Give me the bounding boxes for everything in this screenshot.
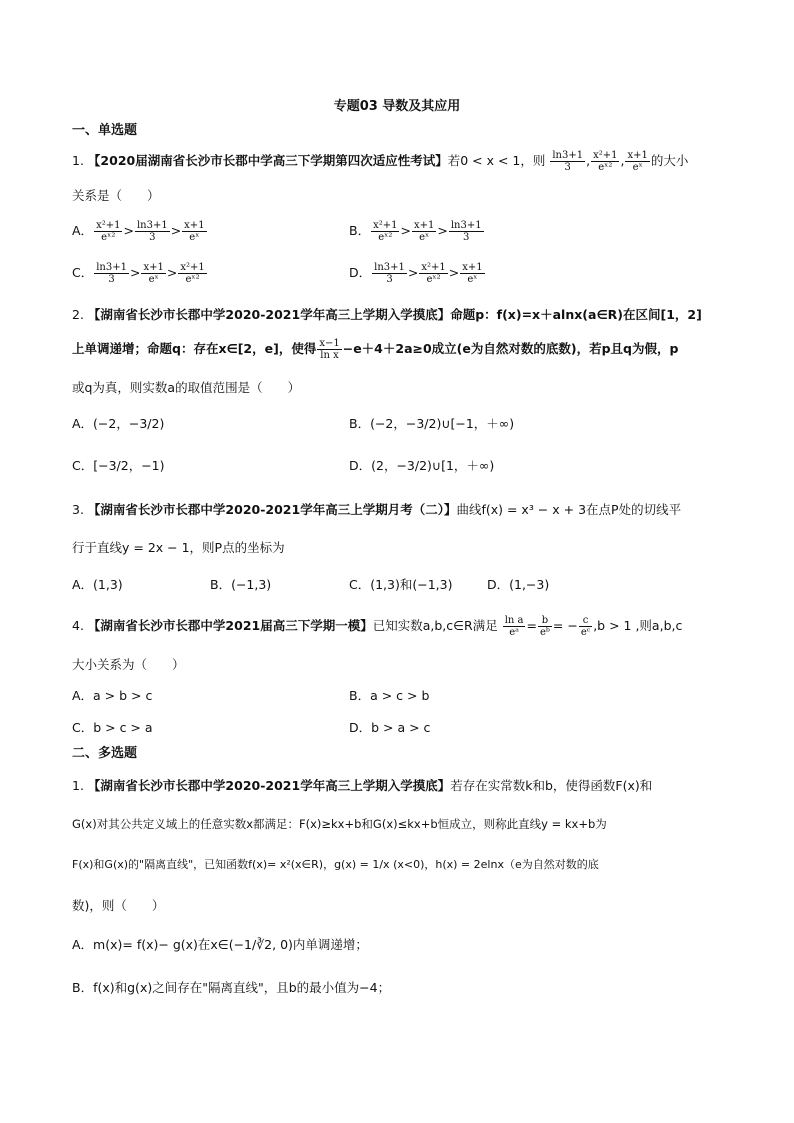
q1-option-d: D． $\frac{\ln 3+1}{3}$ > $\frac{\text{x²+1}}{\text{eˣ²}}$ > $\frac{x+1}{\text{eˣ}}$	[349, 262, 483, 285]
page-title: 专题03 导数及其应用	[333, 99, 461, 114]
q3-line1: 3. 【湖南省长沙市长郡中学2020-2021学年高三上学期月考（二）】曲线f(x) = x³ − x + 3在点P处的切线平	[72, 502, 682, 517]
q4-line1: 4. 【湖南省长沙市长郡中学2021届高三下学期一模】已知实数a,b,c∈R满足 $\frac{\text{ln a}}{\text{eᵃ}}$ = $\frac{b}{\text{eᵇ}}$ = − $\frac{c}{\text{eᶜ}}$ ,b > 1 ,则a,b,c	[72, 615, 683, 638]
q1-line1: 1. 【2020届湖南省长沙市长郡中学高三下学期第四次适应性考试】若0 < x < 1，则 $\frac{\ln 3+1}{3}$ , $\frac{\text{x²+1}}{\text{eˣ²}}$ , $\frac{x+1}{\text{eˣ}}$ 的大小	[72, 150, 689, 173]
q1-option-c: C． $\frac{\ln 3+1}{3}$ > $\frac{x+1}{\text{eˣ}}$ > $\frac{\text{x²+1}}{\text{eˣ²}}$	[72, 262, 205, 285]
q1-text-b: 的大小	[650, 153, 689, 168]
m1-line3: F(x)和G(x)的"隔离直线"，已知函数f(x)= x²(x∈R)，g(x) = 1/x (x<0)，h(x) = 2elnx（e为自然对数的底	[72, 858, 599, 871]
q3-line2: 行于直线y = 2x − 1，则P点的坐标为	[72, 540, 285, 555]
q2-line3: 或q为真，则实数a的取值范围是（ ）	[72, 380, 301, 395]
q1-source: 【2020届湖南省长沙市长郡中学高三下学期第四次适应性考试】	[87, 153, 448, 168]
q4-option-a: A．a > b > c	[72, 688, 153, 703]
section-single-choice: 一、单选题	[72, 123, 138, 138]
q4-option-c: C．b > c > a	[72, 720, 153, 735]
q1-number: 1.	[72, 153, 84, 168]
q4-source: 【湖南省长沙市长郡中学2021届高三下学期一模】	[87, 618, 373, 633]
q4-option-b: B．a > c > b	[349, 688, 430, 703]
m1-option-a: A．m(x)= f(x)− g(x)在x∈(−1/∛2, 0)内单调递增；	[72, 937, 368, 952]
q2-option-c: C．[−3/2，−1)	[72, 458, 165, 473]
q2-option-b: B．(−2，−3/2)∪[−1，＋∞)	[349, 416, 515, 431]
q1-option-a: A． $\frac{\text{x²+1}}{\text{eˣ²}}$ > $\frac{\ln 3+1}{3}$ > $\frac{x+1}{\text{eˣ}}$	[72, 220, 205, 243]
section-multi-choice: 二、多选题	[72, 746, 138, 761]
q2-line2: 上单调递增；命题q：存在x∈[2，e]，使得 $\frac{x-1}{\text{ln x}}$ −e＋4＋2a≥0成立(e为自然对数的底数)，若p且q为假，p	[72, 338, 679, 361]
q2-option-d: D．(2，−3/2)∪[1，＋∞)	[349, 458, 495, 473]
q2-line1: 2. 【湖南省长沙市长郡中学2020-2021学年高三上学期入学摸底】命题p：f(x)=x＋alnx(a∈R)在区间[1，2]	[72, 307, 702, 322]
m1-option-b: B．f(x)和g(x)之间存在"隔离直线"，且b的最小值为−4；	[72, 980, 391, 995]
q1-text-a: 若0 < x < 1，则	[447, 153, 546, 168]
q3-source: 【湖南省长沙市长郡中学2020-2021学年高三上学期月考（二）】	[87, 502, 457, 517]
q3-option-d: D．(1,−3)	[487, 577, 550, 592]
q1-frac1: $\frac{\ln 3+1}{3}$	[552, 150, 584, 173]
q3-option-a: A．(1,3)	[72, 577, 123, 592]
q1-frac2: $\frac{\text{x²+1}}{\text{eˣ²}}$	[593, 150, 618, 173]
q2-source: 【湖南省长沙市长郡中学2020-2021学年高三上学期入学摸底】	[87, 307, 451, 322]
q1-option-b: B． $\frac{\text{x²+1}}{\text{eˣ²}}$ > $\frac{x+1}{\text{eˣ}}$ > $\frac{\ln 3+1}{3}$	[349, 220, 482, 243]
q4-line2: 大小关系为（ ）	[72, 657, 185, 672]
m1-line2: G(x)对其公共定义域上的任意实数x都满足：F(x)≥kx+b和G(x)≤kx+b恒成立，则称此直线y = kx+b为	[72, 817, 607, 831]
q4-option-d: D．b > a > c	[349, 720, 431, 735]
m1-line4: 数)，则（ ）	[72, 898, 165, 913]
q3-option-b: B．(−1,3)	[210, 577, 272, 592]
q1-frac3: $\frac{x+1}{\text{eˣ}}$	[627, 150, 648, 173]
m1-line1: 1. 【湖南省长沙市长郡中学2020-2021学年高三上学期入学摸底】若存在实常数k和b，使得函数F(x)和	[72, 778, 653, 793]
m1-source: 【湖南省长沙市长郡中学2020-2021学年高三上学期入学摸底】	[87, 778, 451, 793]
q2-option-a: A．(−2，−3/2)	[72, 416, 165, 431]
q1-line2: 关系是（ ）	[72, 188, 160, 203]
q3-option-c: C．(1,3)和(−1,3)	[349, 577, 453, 592]
